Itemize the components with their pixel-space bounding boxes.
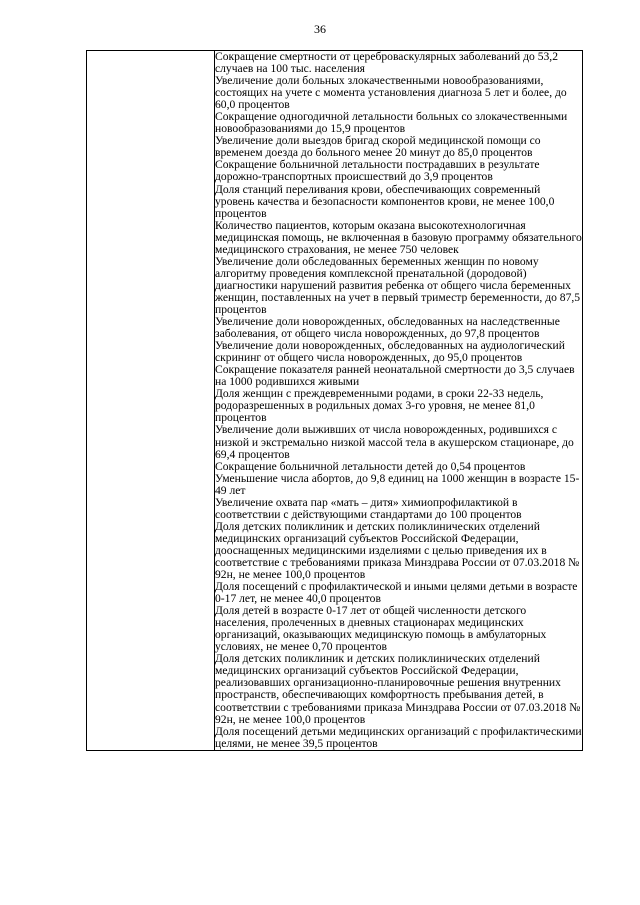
indicator-item: Сокращение больничной летальности пострадавших в результате дорожно-транспортных происшествий до 3,9 процентов xyxy=(215,158,540,184)
table-row xyxy=(87,51,583,751)
indicator-item: Доля посещений детьми медицинских организаций с профилактическими целями, не менее 39,5 процентов xyxy=(215,724,582,750)
indicators-cell xyxy=(215,51,583,751)
indicator-item: Увеличение доли новорожденных, обследованных на аудиологический скрининг от общего числа новорожденных, до 95,0 процентов xyxy=(215,339,565,365)
indicator-item: Доля женщин с преждевременными родами, в сроки 22-33 недель, родоразрешенных в родильных домах 3-го уровня, не менее 81,0 процентов xyxy=(215,387,544,425)
indicator-item: Доля детских поликлиник и детских поликлинических отделений медицинских организаций субъектов Российской Федерации, реализовавших организационно-планировочные решения внутренних пространств, обеспечивающих комфортность пребывания детей, в соответствии с требованиями приказа Минздрава России от 07.03.2018 № 92н, не менее 100,0 процентов xyxy=(215,652,581,726)
indicator-item: Увеличение доли выживших от числа новорожденных, родившихся с низкой и экстремально низкой массой тела в акушерском стационаре, до 69,4 процентов xyxy=(215,423,574,461)
indicator-item: Сокращение больничной летальности детей до 0,54 процентов xyxy=(215,459,526,473)
indicator-item: Увеличение доли обследованных беременных женщин по новому алгоритму проведения комплексной пренатальной (дородовой) диагностики нарушений развития ребенка от общего числа беременных женщин, поставленных на учет в первый триместр беременности, до 87,5 процентов xyxy=(215,254,581,316)
indicator-item: Увеличение доли новорожденных, обследованных на наследственные заболевания, от общего числа новорожденных, до 97,8 процентов xyxy=(215,315,560,341)
indicator-item: Сокращение показателя ранней неонатальной смертности до 3,5 случаев на 1000 родившихся живыми xyxy=(215,363,575,389)
indicator-item: Количество пациентов, которым оказана высокотехнологичная медицинская помощь, не включенная в базовую программу обязательного медицинского страхования, не менее 750 человек xyxy=(215,218,582,256)
indicator-item: Уменьшение числа абортов, до 9,8 единиц на 1000 женщин в возрасте 15-49 лет xyxy=(215,471,580,497)
indicator-item: Доля детских поликлиник и детских поликлинических отделений медицинских организаций субъектов Российской Федерации, дооснащенных медицинскими изделиями с целью приведения их в соответствие с требованиями приказа Минздрава России от 07.03.2018 № 92н, не менее 100,0 процентов xyxy=(215,519,580,582)
page-number: 36 xyxy=(314,22,326,36)
indicator-item: Увеличение охвата пар «мать – дитя» химиопрофилактикой в соответствии с действующими стандартами до 100 процентов xyxy=(215,495,522,521)
indicator-item: Сокращение смертности от цереброваскулярных заболеваний до 53,2 случаев на 100 тыс. населения xyxy=(215,50,559,76)
indicator-item: Доля станций переливания крови, обеспечивающих современный уровень качества и безопасности компонентов крови, не менее 100,0 процентов xyxy=(215,182,555,220)
empty-left-cell xyxy=(87,51,215,751)
indicator-item: Сокращение одногодичной летальности больных со злокачественными новообразованиями до 15,9 процентов xyxy=(215,110,568,136)
indicator-item: Доля посещений с профилактической и иными целями детьми в возрасте 0-17 лет, не менее 40,0 процентов xyxy=(215,580,578,606)
content-table xyxy=(86,50,583,751)
indicator-item: Увеличение доли больных злокачественными новообразованиями, состоящих на учете с момента установления диагноза 5 лет и более, до 60,0 процентов xyxy=(215,74,567,112)
indicator-item: Доля детей в возрасте 0-17 лет от общей численности детского населения, пролеченных в дневных стационарах медицинских организаций, оказывающих медицинскую помощь в амбулаторных условиях, не менее 0,70 процентов xyxy=(215,604,547,654)
indicator-item: Увеличение доли выездов бригад скорой медицинской помощи со временем доезда до больного менее 20 минут до 85,0 процентов xyxy=(215,134,541,160)
